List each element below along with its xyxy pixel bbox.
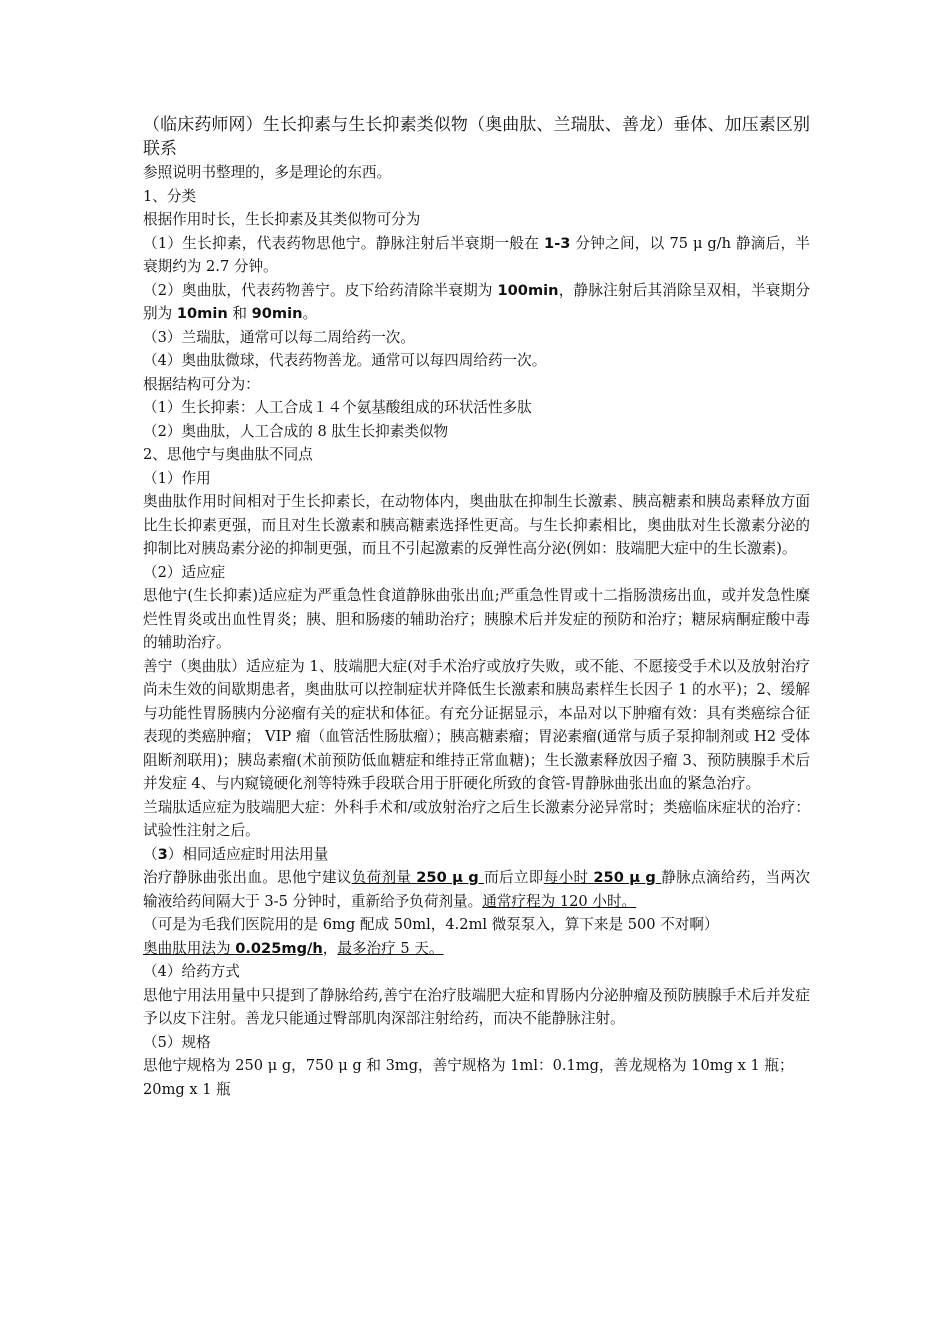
section-1-item-1: （1）生长抑素，代表药物思他宁。静脉注射后半衰期一般在 1-3 分钟之间，以 75 μ g/h 静滴后，半衰期约为 2.7 分钟。 [143, 234, 810, 275]
section-1-item-2: （2）奥曲肽，代表药物善宁。皮下给药清除半衰期为 100min，静脉注射后其消除呈双相，半衰期分别为 10min 和 90min。 [143, 281, 810, 322]
section-2-4-body: 思他宁用法用量中只提到了静脉给药,善宁在治疗肢端肥大症和胃肠内分泌肿瘤及预防胰腺手术后并发症予以皮下注射。善龙只能通过臀部肌肉深部注射给药，而决不能静脉注射。 [143, 986, 810, 1027]
section-2-3-note: （可是为毛我们医院用的是 6mg 配成 50ml，4.2ml 微泵泵入，算下来是 500 不对啊） [143, 916, 719, 933]
intro-text: 参照说明书整理的，多是理论的东西。 [143, 164, 392, 181]
section-2-1-body: 奥曲肽作用时间相对于生长抑素长，在动物体内，奥曲肽在抑制生长激素、胰高糖素和胰岛素释放方面比生长抑素更强，而且对生长激素和胰高糖素选择性更高。与生长抑素相比，奥曲肽对生长激素分泌的抑制比对胰岛素分泌的抑制更强，而且不引起激素的反弹性高分泌(例如：肢端肥大症中的生长激素)。 [143, 493, 810, 557]
section-2-heading: 2、思他宁与奥曲肽不同点 [143, 446, 313, 463]
section-1-item-4: （4）奥曲肽微球，代表药物善龙。通常可以每四周给药一次。 [143, 352, 547, 369]
section-2-3-octreotide: 奥曲肽用法为 0.025mg/h，最多治疗 5 天。 [143, 939, 444, 957]
section-2-2-body-3: 兰瑞肽适应症为肢端肥大症：外科手术和/或放射治疗之后生长激素分泌异常时；类癌临床症状的治疗：试验性注射之后。 [143, 798, 810, 839]
section-1-structure-2: （2）奥曲肽，人工合成的 8 肽生长抑素类似物 [143, 422, 449, 440]
section-2-5-heading: （5）规格 [143, 1033, 211, 1051]
section-2-5-body-1: 思他宁规格为 250 μ g，750 μ g 和 3mg，善宁规格为 1ml：0.1mg，善龙规格为 10mg x 1 瓶； [143, 1057, 794, 1074]
section-2-4-heading: （4）给药方式 [143, 963, 240, 980]
section-2-3-heading: （3）相同适应症时用法用量 [143, 845, 329, 863]
section-1-lead: 根据作用时长，生长抑素及其类似物可分为 [143, 211, 421, 228]
section-2-2-body-2: 善宁（奥曲肽）适应症为 1、肢端肥大症(对手术治疗或放疗失败，或不能、不愿接受手术以及放射治疗尚未生效的间歇期患者，奥曲肽可以控制症状并降低生长激素和胰岛素样生长因子 1 的水平)；2、缓解与功能性胃肠胰内分泌瘤有关的症状和体征。有充分证据显示，本品对以下肿瘤有效：具有类癌综合征表现的类癌肿瘤； VIP 瘤（血管活性肠肽瘤）；胰高糖素瘤；胃泌素瘤(通常与质子泵抑制剂或 H2 受体阻断剂联用)；胰岛素瘤(术前预防低血糖症和维持正常血糖)；生长激素释放因子瘤 3、预防胰腺手术后并发症 4、与内窥镜硬化剂等特殊手段联合用于肝硬化所致的食管-胃静脉曲张出血的紧急治疗。 [143, 657, 810, 792]
document-title: （临床药师网）生长抑素与生长抑素类似物（奥曲肽、兰瑞肽、善龙）垂体、加压素区别联系 [143, 115, 810, 159]
section-1-structure-1: （1）生长抑素：人工合成１４个氨基酸组成的环状活性多肽 [143, 399, 532, 416]
section-1-heading: 1、分类 [143, 187, 197, 205]
section-2-5-body-2: 20mg x 1 瓶 [143, 1080, 231, 1098]
section-2-2-heading: （2）适应症 [143, 563, 226, 581]
section-2-3-body: 治疗静脉曲张出血。思他宁建议负荷剂量 250 μ g 而后立即每小时 250 μ g 静脉点滴给药，当两次输液给药间隔大于 3-5 分钟时，重新给予负荷剂量。通常疗程为 120 小时。 [143, 869, 810, 910]
section-2-2-body-1: 思他宁(生长抑素)适应症为严重急性食道静脉曲张出血;严重急性胃或十二指肠溃疡出血，或并发急性糜烂性胃炎或出血性胃炎；胰、胆和肠瘘的辅助治疗；胰腺术后并发症的预防和治疗；糖尿病酮症酸中毒的辅助治疗。 [143, 587, 810, 651]
section-1-lead-2: 根据结构可分为： [143, 375, 260, 393]
document-page [143, 113, 810, 1101]
section-2-1-heading: （1）作用 [143, 469, 211, 487]
section-1-item-3: （3）兰瑞肽，通常可以每二周给药一次。 [143, 328, 415, 346]
